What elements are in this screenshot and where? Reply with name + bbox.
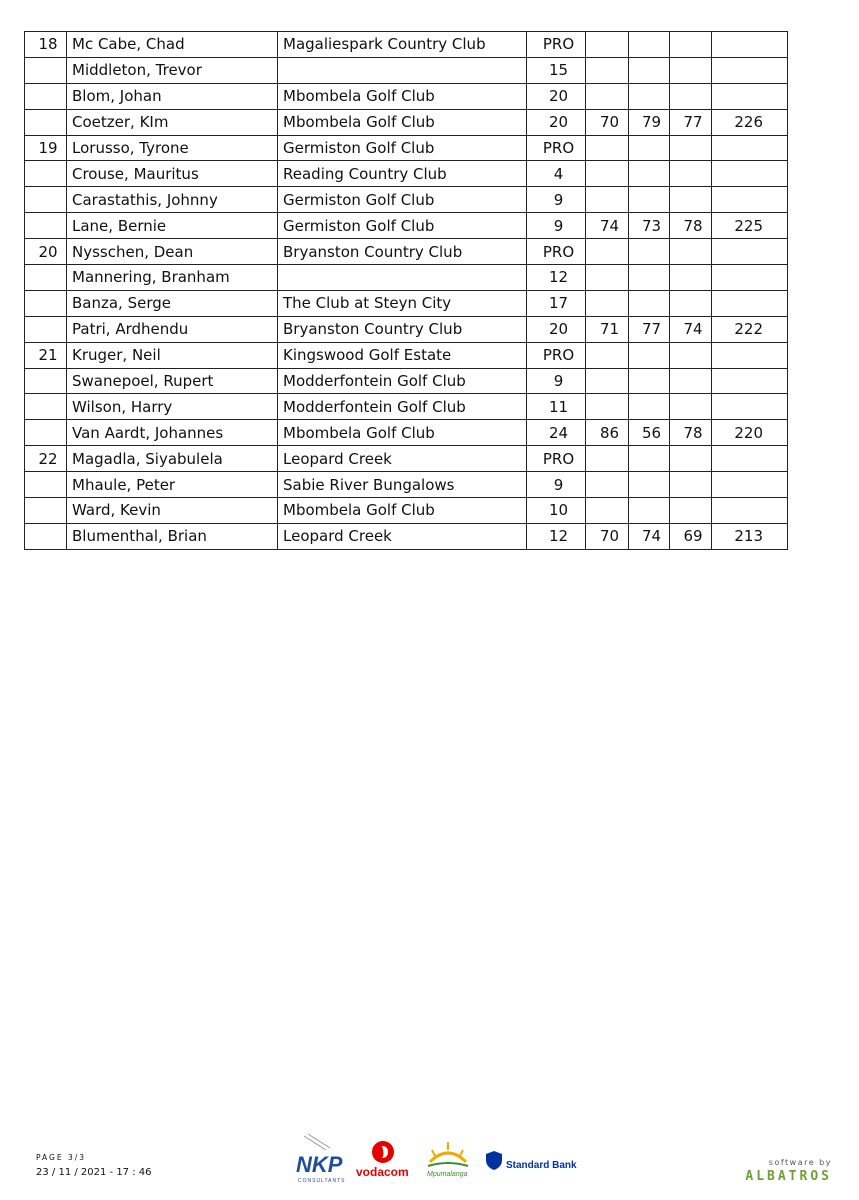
round-2-score-cell: [629, 187, 670, 213]
round-1-score-cell: [586, 135, 629, 161]
standard-bank-logo: [486, 1151, 577, 1171]
club-cell: Germiston Golf Club: [278, 187, 527, 213]
player-name-cell: Van Aardt, Johannes: [67, 420, 278, 446]
round-1-score-cell: [586, 265, 629, 291]
round-1-score-cell: [586, 394, 629, 420]
round-2-score-cell: 74: [629, 523, 670, 549]
total-score-cell: [712, 265, 788, 291]
group-number-cell: [25, 161, 67, 187]
player-name-cell: Ward, Kevin: [67, 498, 278, 524]
table-row: [25, 523, 788, 549]
club-cell: Bryanston Country Club: [278, 316, 527, 342]
nkp-logo: [296, 1134, 345, 1184]
round-1-score-cell: [586, 290, 629, 316]
club-cell: Leopard Creek: [278, 523, 527, 549]
round-3-score-cell: 74: [670, 316, 712, 342]
round-1-score-cell: [586, 446, 629, 472]
club-cell: Mbombela Golf Club: [278, 420, 527, 446]
club-cell: Germiston Golf Club: [278, 135, 527, 161]
group-number-cell: [25, 394, 67, 420]
group-number-cell: [25, 316, 67, 342]
standard-bank-shield-icon: [486, 1151, 502, 1170]
vodacom-logo: [356, 1141, 409, 1179]
table-row: [25, 394, 788, 420]
round-3-score-cell: [670, 446, 712, 472]
group-number-cell: 19: [25, 135, 67, 161]
total-score-cell: [712, 290, 788, 316]
round-1-score-cell: [586, 368, 629, 394]
round-3-score-cell: 78: [670, 213, 712, 239]
round-2-score-cell: [629, 394, 670, 420]
handicap-cell: 17: [527, 290, 586, 316]
total-score-cell: [712, 472, 788, 498]
table-row: [25, 239, 788, 265]
albatros-logo-text: ALBATROS: [745, 1169, 832, 1184]
group-number-cell: [25, 472, 67, 498]
table-row: [25, 161, 788, 187]
round-1-score-cell: [586, 161, 629, 187]
group-number-cell: 21: [25, 342, 67, 368]
table-row: [25, 472, 788, 498]
total-score-cell: [712, 135, 788, 161]
total-score-cell: 220: [712, 420, 788, 446]
handicap-cell: 15: [527, 57, 586, 83]
handicap-cell: 12: [527, 523, 586, 549]
table-row: [25, 83, 788, 109]
results-table-body: [25, 32, 788, 550]
club-cell: Leopard Creek: [278, 446, 527, 472]
player-name-cell: Mc Cabe, Chad: [67, 32, 278, 58]
handicap-cell: PRO: [527, 239, 586, 265]
player-name-cell: Blom, Johan: [67, 83, 278, 109]
group-number-cell: [25, 368, 67, 394]
handicap-cell: PRO: [527, 135, 586, 161]
round-1-score-cell: [586, 342, 629, 368]
table-row: [25, 265, 788, 291]
round-3-score-cell: [670, 265, 712, 291]
round-2-score-cell: 79: [629, 109, 670, 135]
round-2-score-cell: 56: [629, 420, 670, 446]
total-score-cell: [712, 57, 788, 83]
handicap-cell: 9: [527, 213, 586, 239]
group-number-cell: [25, 83, 67, 109]
table-row: [25, 187, 788, 213]
round-1-score-cell: [586, 472, 629, 498]
group-number-cell: [25, 109, 67, 135]
player-name-cell: Swanepoel, Rupert: [67, 368, 278, 394]
total-score-cell: 222: [712, 316, 788, 342]
round-3-score-cell: [670, 368, 712, 394]
table-row: [25, 342, 788, 368]
round-3-score-cell: [670, 239, 712, 265]
handicap-cell: 11: [527, 394, 586, 420]
round-3-score-cell: 69: [670, 523, 712, 549]
round-1-score-cell: [586, 57, 629, 83]
handicap-cell: 20: [527, 109, 586, 135]
round-3-score-cell: [670, 290, 712, 316]
table-row: [25, 368, 788, 394]
round-2-score-cell: [629, 368, 670, 394]
table-row: [25, 498, 788, 524]
total-score-cell: 213: [712, 523, 788, 549]
club-cell: Modderfontein Golf Club: [278, 368, 527, 394]
handicap-cell: 24: [527, 420, 586, 446]
round-2-score-cell: 73: [629, 213, 670, 239]
mpumalanga-logo-text: Mpumalanga: [427, 1171, 468, 1178]
table-row: [25, 446, 788, 472]
player-name-cell: Wilson, Harry: [67, 394, 278, 420]
total-score-cell: [712, 187, 788, 213]
sponsor-logos: [290, 1132, 580, 1188]
group-number-cell: 20: [25, 239, 67, 265]
club-cell: Magaliespark Country Club: [278, 32, 527, 58]
round-3-score-cell: [670, 472, 712, 498]
total-score-cell: 225: [712, 213, 788, 239]
round-2-score-cell: [629, 161, 670, 187]
round-1-score-cell: 74: [586, 213, 629, 239]
round-2-score-cell: [629, 265, 670, 291]
handicap-cell: PRO: [527, 446, 586, 472]
round-3-score-cell: [670, 394, 712, 420]
total-score-cell: [712, 446, 788, 472]
handicap-cell: 20: [527, 83, 586, 109]
total-score-cell: [712, 498, 788, 524]
round-2-score-cell: [629, 83, 670, 109]
round-2-score-cell: 77: [629, 316, 670, 342]
group-number-cell: [25, 57, 67, 83]
total-score-cell: [712, 32, 788, 58]
handicap-cell: PRO: [527, 342, 586, 368]
handicap-cell: 9: [527, 187, 586, 213]
group-number-cell: 18: [25, 32, 67, 58]
vodacom-logo-text: vodacom: [356, 1165, 409, 1179]
player-name-cell: Mhaule, Peter: [67, 472, 278, 498]
player-name-cell: Magadla, Siyabulela: [67, 446, 278, 472]
table-row: [25, 213, 788, 239]
table-row: [25, 57, 788, 83]
handicap-cell: 9: [527, 472, 586, 498]
round-3-score-cell: [670, 187, 712, 213]
club-cell: Mbombela Golf Club: [278, 498, 527, 524]
round-1-score-cell: [586, 187, 629, 213]
player-name-cell: Kruger, Neil: [67, 342, 278, 368]
club-cell: Sabie River Bungalows: [278, 472, 527, 498]
total-score-cell: [712, 239, 788, 265]
round-2-score-cell: [629, 498, 670, 524]
group-number-cell: [25, 523, 67, 549]
vodacom-speechmark-icon: [372, 1141, 394, 1163]
round-2-score-cell: [629, 135, 670, 161]
round-1-score-cell: [586, 498, 629, 524]
round-1-score-cell: 70: [586, 109, 629, 135]
table-row: [25, 290, 788, 316]
handicap-cell: PRO: [527, 32, 586, 58]
club-cell: Bryanston Country Club: [278, 239, 527, 265]
total-score-cell: [712, 83, 788, 109]
table-row: [25, 135, 788, 161]
round-3-score-cell: 78: [670, 420, 712, 446]
total-score-cell: [712, 394, 788, 420]
round-3-score-cell: [670, 32, 712, 58]
club-cell: Mbombela Golf Club: [278, 83, 527, 109]
albatros-logo: [717, 1158, 832, 1184]
player-name-cell: Banza, Serge: [67, 290, 278, 316]
club-cell: Reading Country Club: [278, 161, 527, 187]
club-cell: Germiston Golf Club: [278, 213, 527, 239]
round-1-score-cell: 71: [586, 316, 629, 342]
handicap-cell: 10: [527, 498, 586, 524]
player-name-cell: Patri, Ardhendu: [67, 316, 278, 342]
round-2-score-cell: [629, 342, 670, 368]
player-name-cell: Crouse, Mauritus: [67, 161, 278, 187]
software-by-label: software by: [768, 1158, 832, 1167]
group-number-cell: [25, 213, 67, 239]
round-2-score-cell: [629, 472, 670, 498]
round-2-score-cell: [629, 57, 670, 83]
results-table: [24, 31, 788, 550]
print-datetime: 23 / 11 / 2021 - 17 : 46: [36, 1167, 152, 1178]
player-name-cell: Blumenthal, Brian: [67, 523, 278, 549]
nkp-logo-subtext: CONSULTANTS: [298, 1178, 346, 1184]
player-name-cell: Nysschen, Dean: [67, 239, 278, 265]
table-row: [25, 420, 788, 446]
table-row: [25, 32, 788, 58]
group-number-cell: 22: [25, 446, 67, 472]
club-cell: Mbombela Golf Club: [278, 109, 527, 135]
club-cell: [278, 265, 527, 291]
total-score-cell: [712, 368, 788, 394]
player-name-cell: Coetzer, KIm: [67, 109, 278, 135]
player-name-cell: Mannering, Branham: [67, 265, 278, 291]
total-score-cell: 226: [712, 109, 788, 135]
round-2-score-cell: [629, 446, 670, 472]
group-number-cell: [25, 420, 67, 446]
group-number-cell: [25, 187, 67, 213]
player-name-cell: Lane, Bernie: [67, 213, 278, 239]
club-cell: Kingswood Golf Estate: [278, 342, 527, 368]
round-1-score-cell: 86: [586, 420, 629, 446]
round-1-score-cell: [586, 83, 629, 109]
page-info: [36, 1150, 152, 1180]
round-2-score-cell: [629, 239, 670, 265]
player-name-cell: Carastathis, Johnny: [67, 187, 278, 213]
round-3-score-cell: [670, 57, 712, 83]
handicap-cell: 12: [527, 265, 586, 291]
round-2-score-cell: [629, 32, 670, 58]
round-3-score-cell: [670, 342, 712, 368]
club-cell: [278, 57, 527, 83]
round-1-score-cell: [586, 32, 629, 58]
total-score-cell: [712, 161, 788, 187]
round-1-score-cell: 70: [586, 523, 629, 549]
total-score-cell: [712, 342, 788, 368]
club-cell: Modderfontein Golf Club: [278, 394, 527, 420]
table-row: [25, 109, 788, 135]
handicap-cell: 4: [527, 161, 586, 187]
group-number-cell: [25, 290, 67, 316]
round-3-score-cell: [670, 135, 712, 161]
player-name-cell: Middleton, Trevor: [67, 57, 278, 83]
page-number: PAGE 3/3: [36, 1153, 87, 1162]
table-row: [25, 316, 788, 342]
group-number-cell: [25, 498, 67, 524]
club-cell: The Club at Steyn City: [278, 290, 527, 316]
mpumalanga-logo: [427, 1142, 468, 1178]
round-3-score-cell: [670, 498, 712, 524]
handicap-cell: 20: [527, 316, 586, 342]
round-3-score-cell: 77: [670, 109, 712, 135]
standard-bank-logo-text: Standard Bank: [506, 1160, 577, 1171]
round-1-score-cell: [586, 239, 629, 265]
player-name-cell: Lorusso, Tyrone: [67, 135, 278, 161]
group-number-cell: [25, 265, 67, 291]
round-3-score-cell: [670, 83, 712, 109]
handicap-cell: 9: [527, 368, 586, 394]
round-3-score-cell: [670, 161, 712, 187]
nkp-logo-text: NKP: [296, 1152, 343, 1177]
round-2-score-cell: [629, 290, 670, 316]
